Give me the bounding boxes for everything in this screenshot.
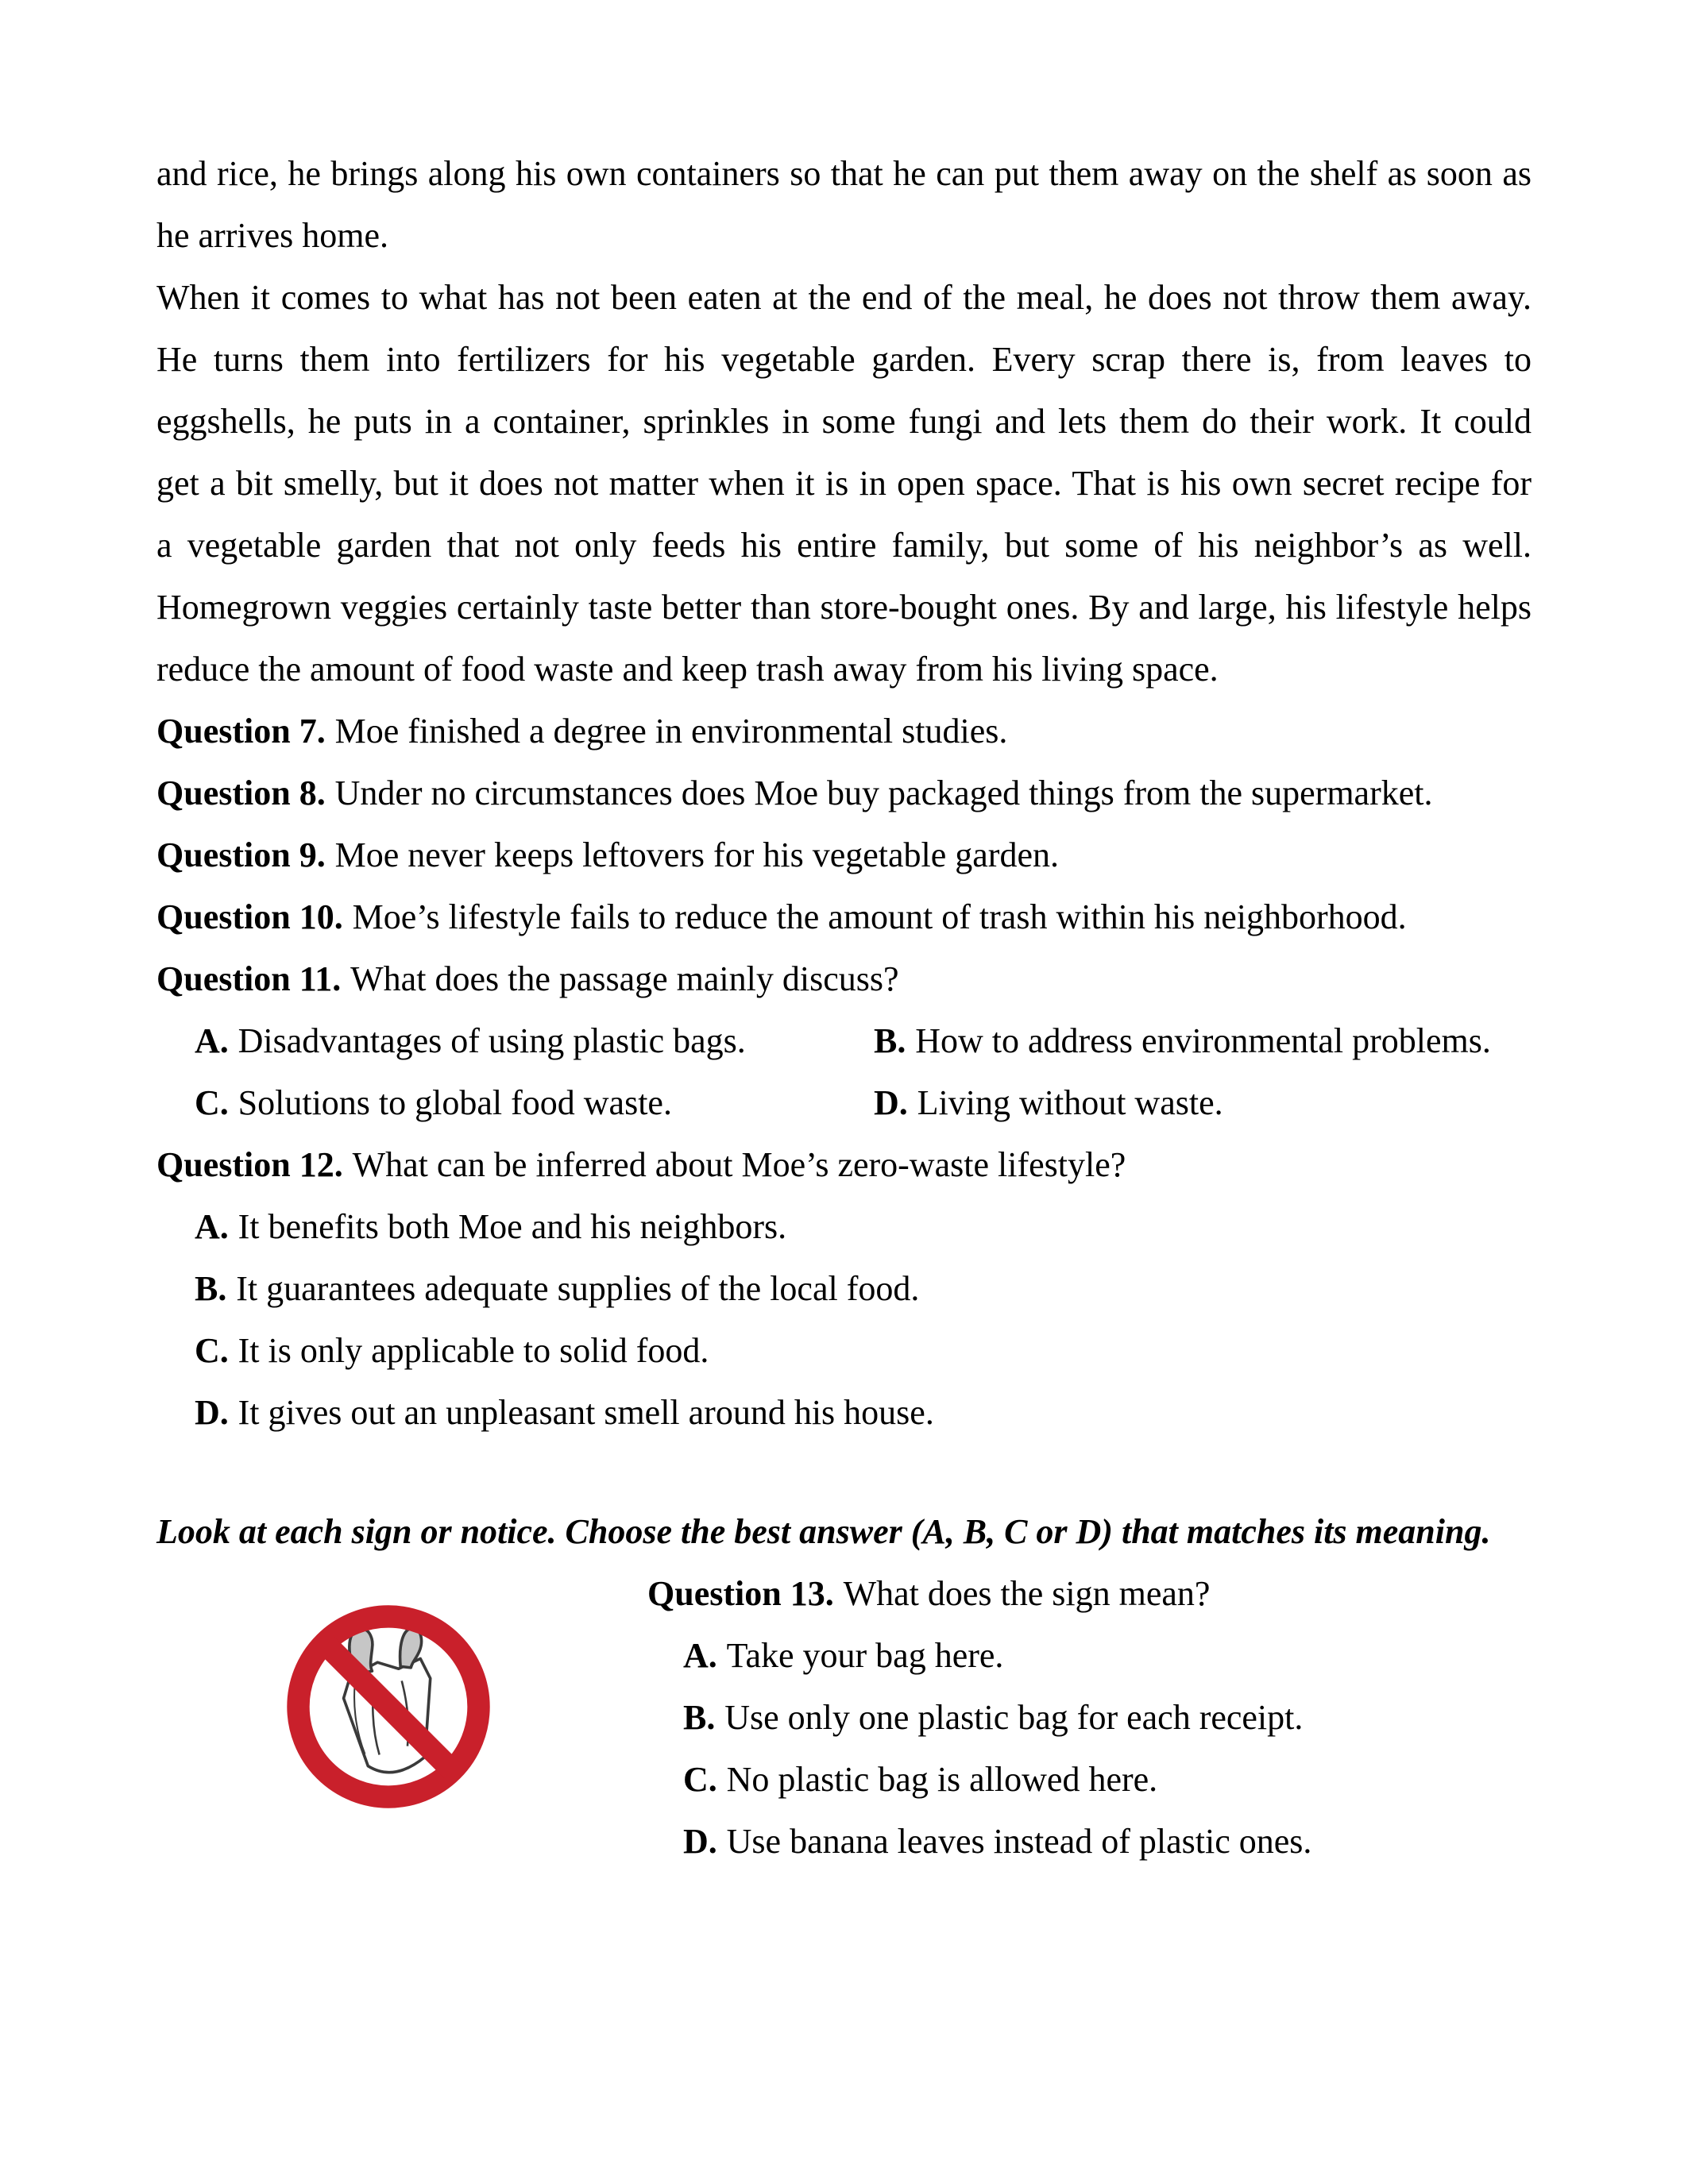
question-7 — [156, 700, 1532, 762]
option-d — [683, 1811, 1532, 1873]
question-text: What does the sign mean? — [843, 1574, 1211, 1613]
option-b — [683, 1687, 1532, 1749]
question-label: Question 12. — [156, 1145, 343, 1184]
question-text: Under no circumstances does Moe buy packaged things from the supermarket. — [334, 774, 1433, 812]
question-label: Question 13. — [647, 1574, 834, 1613]
option-letter: D. — [195, 1393, 229, 1432]
passage-line: he arrives home. — [156, 216, 388, 255]
passage-line: reduce the amount of food waste and keep trash away from his living space. — [156, 650, 1219, 689]
question-9 — [156, 824, 1532, 886]
passage-line: get a bit smelly, but it does not matter when it is in open space. That is his own secret recipe for — [156, 464, 1532, 503]
question-label: Question 10. — [156, 897, 343, 936]
option-letter: A. — [195, 1207, 229, 1246]
question-11 — [156, 948, 1532, 1010]
option-b — [195, 1258, 1532, 1320]
option-text: It benefits both Moe and his neighbors. — [238, 1207, 787, 1246]
option-a — [195, 1021, 746, 1060]
option-text: How to address environmental problems. — [915, 1021, 1491, 1060]
no-plastic-bag-sign — [286, 1604, 491, 1809]
section-instruction: Look at each sign or notice. Choose the best answer (A, B, C or D) that matches its meaning. — [156, 1512, 1491, 1551]
option-d — [195, 1382, 1532, 1444]
option-letter: D. — [874, 1083, 908, 1122]
question-text: Moe never keeps leftovers for his vegetable garden. — [334, 835, 1059, 874]
question-label: Question 9. — [156, 835, 326, 874]
option-text: Use only one plastic bag for each receipt. — [724, 1698, 1304, 1737]
option-letter: B. — [195, 1269, 227, 1308]
option-c — [195, 1083, 672, 1122]
question-text: What does the passage mainly discuss? — [350, 959, 899, 998]
passage-line: and rice, he brings along his own containers so that he can put them away on the shelf as soon as — [156, 154, 1532, 193]
question-label: Question 11. — [156, 959, 342, 998]
question-13 — [647, 1563, 1532, 1625]
question-label: Question 7. — [156, 712, 326, 751]
option-text: No plastic bag is allowed here. — [726, 1760, 1158, 1799]
option-a — [195, 1196, 1532, 1258]
option-letter: C. — [195, 1331, 229, 1370]
question-11-options-row-2 — [156, 1072, 1532, 1134]
passage-line: eggshells, he puts in a container, sprinkles in some fungi and lets them do their work. It could — [156, 402, 1532, 441]
question-text: Moe’s lifestyle fails to reduce the amount of trash within his neighborhood. — [352, 897, 1407, 936]
option-text: It gives out an unpleasant smell around his house. — [238, 1393, 934, 1432]
option-text: Living without waste. — [917, 1083, 1223, 1122]
option-d — [874, 1072, 1223, 1134]
passage-line: a vegetable garden that not only feeds his entire family, but some of his neighbor’s as well. — [156, 526, 1532, 565]
question-text: What can be inferred about Moe’s zero-waste lifestyle? — [352, 1145, 1126, 1184]
question-11-options-row-1 — [156, 1010, 1532, 1072]
question-10 — [156, 886, 1532, 948]
option-letter: D. — [683, 1822, 717, 1861]
passage-line: When it comes to what has not been eaten at the end of the meal, he does not throw them away. — [156, 278, 1532, 317]
option-a — [683, 1625, 1532, 1687]
option-letter: B. — [683, 1698, 716, 1737]
passage-line: Homegrown veggies certainly taste better than store-bought ones. By and large, his lifestyle helps — [156, 588, 1532, 627]
option-text: It guarantees adequate supplies of the local food. — [236, 1269, 920, 1308]
option-text: Solutions to global food waste. — [238, 1083, 672, 1122]
option-b — [874, 1010, 1491, 1072]
option-text: Disadvantages of using plastic bags. — [238, 1021, 746, 1060]
option-letter: B. — [874, 1021, 906, 1060]
option-text: Take your bag here. — [726, 1636, 1004, 1675]
option-letter: C. — [683, 1760, 717, 1799]
question-label: Question 8. — [156, 774, 326, 812]
option-letter: C. — [195, 1083, 229, 1122]
option-letter: A. — [683, 1636, 717, 1675]
passage-line: He turns them into fertilizers for his vegetable garden. Every scrap there is, from leaves to — [156, 340, 1532, 379]
question-8 — [156, 762, 1532, 824]
option-letter: A. — [195, 1021, 229, 1060]
option-text: Use banana leaves instead of plastic ones. — [726, 1822, 1312, 1861]
option-c — [195, 1320, 1532, 1382]
option-text: It is only applicable to solid food. — [238, 1331, 709, 1370]
question-text: Moe finished a degree in environmental studies. — [334, 712, 1008, 751]
option-c — [683, 1749, 1532, 1811]
question-12 — [156, 1134, 1532, 1196]
